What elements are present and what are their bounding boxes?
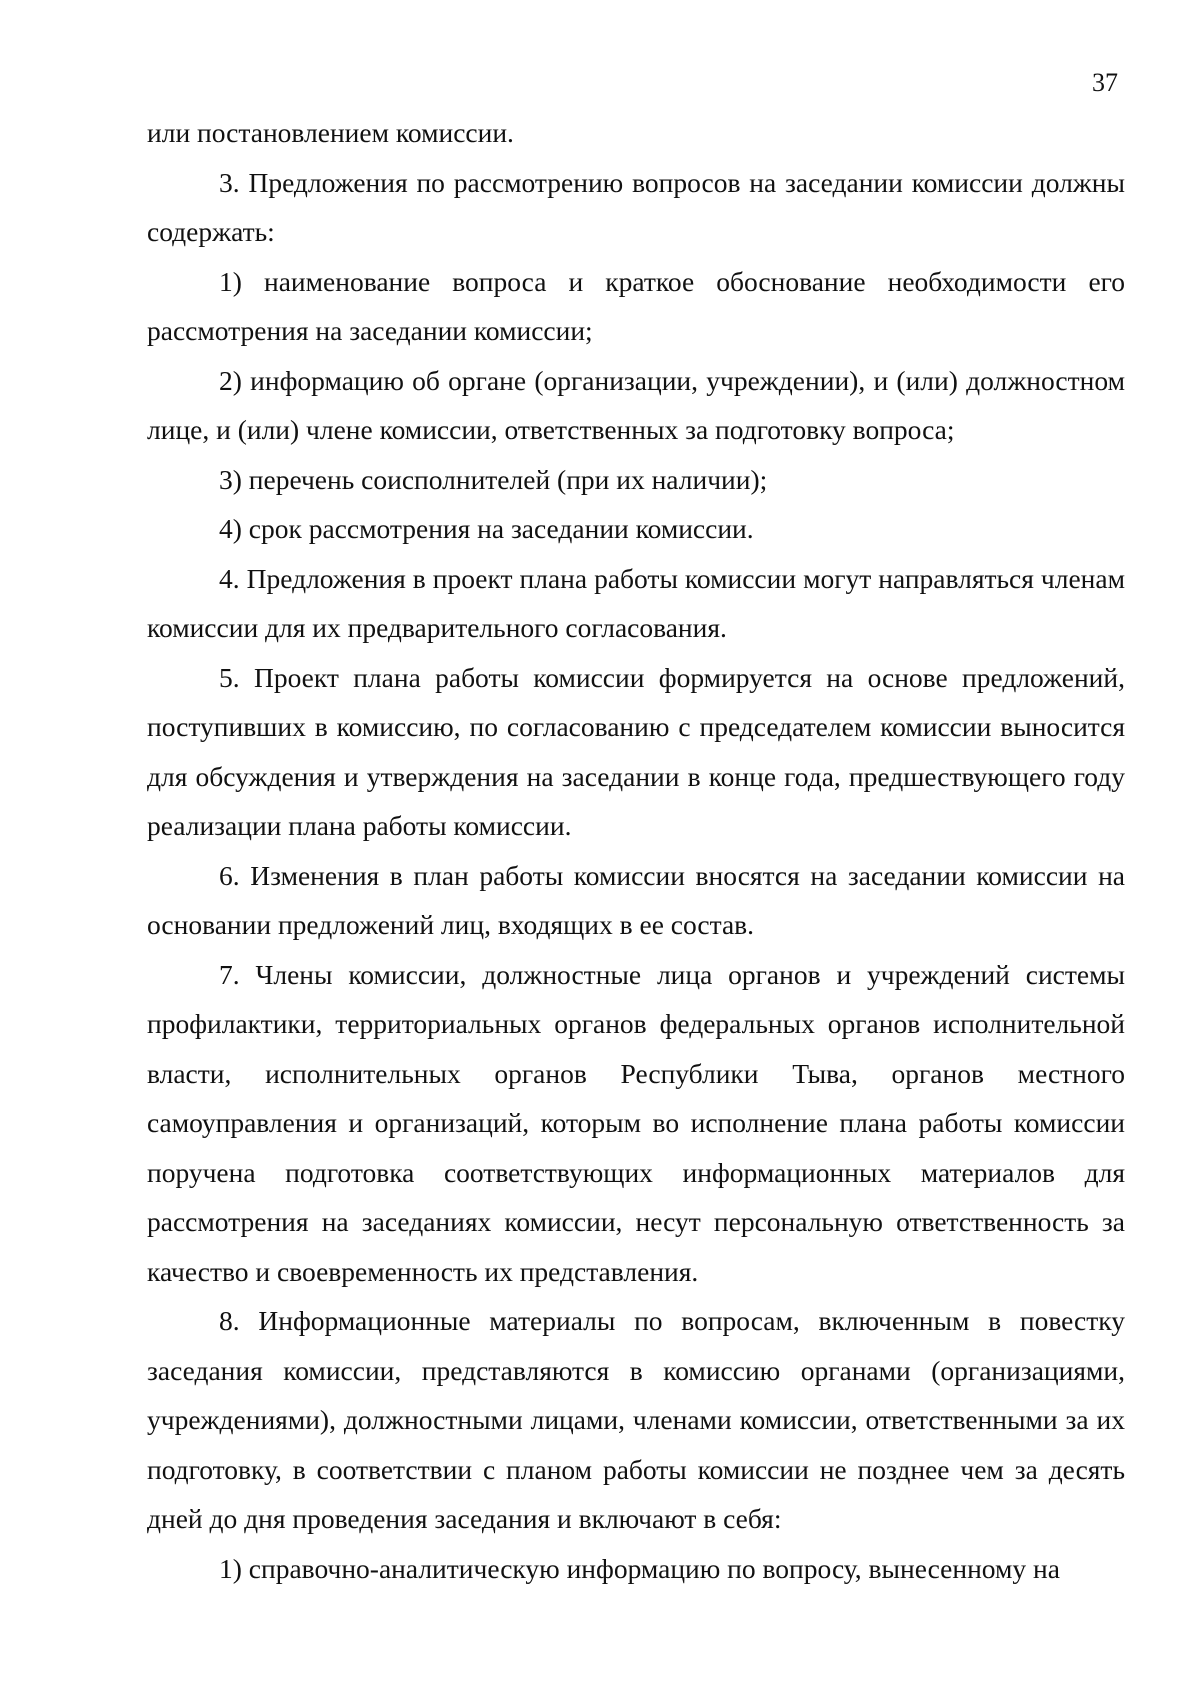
paragraph: или постановлением комиссии.	[147, 117, 514, 148]
paragraph: 3) перечень соисполнителей (при их наличии);	[219, 463, 768, 495]
paragraph: 1) наименование вопроса и краткое обоснование необходимости его рассмотрения на заседании комиссии;	[147, 265, 1125, 346]
paragraph: 2) информацию об органе (организации, учреждении), и (или) должностном лице, и (или) члене комиссии, ответственных за подготовку вопроса;	[147, 364, 1125, 445]
paragraph: 1) справочно-аналитическую информацию по вопросу, вынесенному на	[219, 1552, 1060, 1584]
paragraph: 7. Члены комиссии, должностные лица органов и учреждений системы профилактики, территориальных органов федеральных органов исполнительной власти, исполнительных органов Республики Тыва, органов местного самоуправления и организаций, которым во исполнение плана работы комиссии поручена подготовка соответствующих информационных материалов для рассмотрения на заседаниях комиссии, несут персональную ответственность за качество и своевременность их представления.	[147, 958, 1125, 1287]
paragraph: 3. Предложения по рассмотрению вопросов на заседании комиссии должны содержать:	[147, 166, 1125, 247]
paragraph: 4) срок рассмотрения на заседании комиссии.	[219, 513, 754, 544]
document-body	[147, 108, 1125, 1593]
paragraph: 4. Предложения в проект плана работы комиссии могут направляться членам комиссии для их предварительного согласования.	[147, 562, 1125, 643]
page-number: 37	[1092, 68, 1118, 97]
paragraph: 6. Изменения в план работы комиссии вносятся на заседании комиссии на основании предложений лиц, входящих в ее состав.	[147, 859, 1125, 940]
paragraph: 8. Информационные материалы по вопросам, включенным в повестку заседания комиссии, представляются в комиссию органами (организациями, учреждениями), должностными лицами, членами комиссии, ответственными за их подготовку, в соответствии с планом работы комиссии не позднее чем за десять дней до дня проведения заседания и включают в себя:	[147, 1305, 1125, 1534]
paragraph: 5. Проект плана работы комиссии формируется на основе предложений, поступивших в комиссию, по согласованию с председателем комиссии выносится для обсуждения и утверждения на заседании в конце года, предшествующего году реализации плана работы комиссии.	[147, 661, 1125, 841]
